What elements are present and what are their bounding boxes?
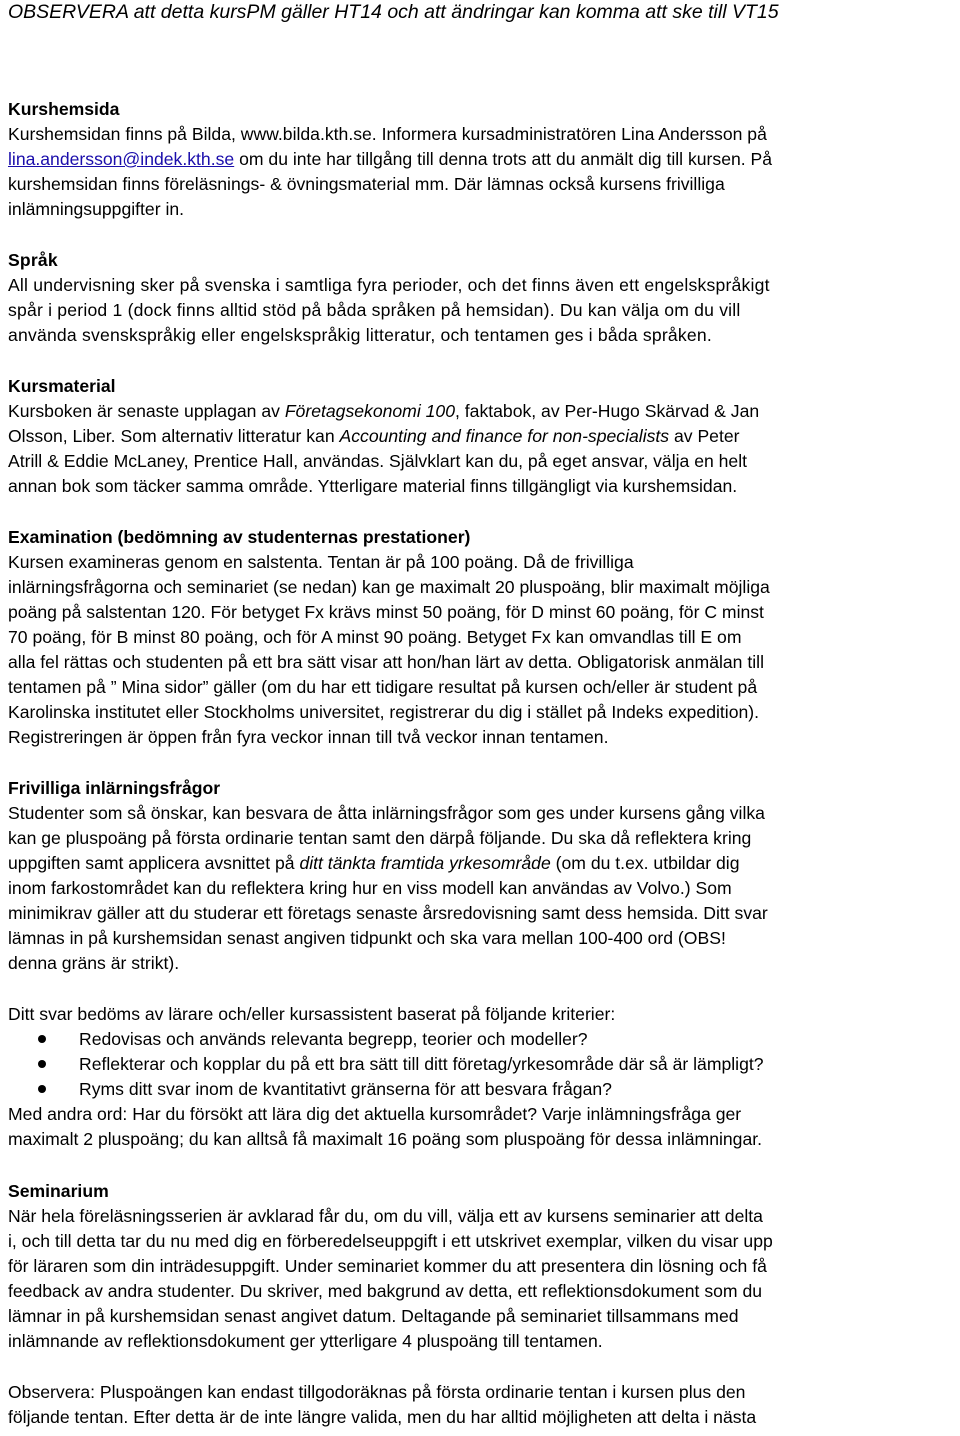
seminarium-line-6: inlämnande av reflektionsdokument ger ytterligare 4 pluspoäng till tentamen.: [8, 1331, 603, 1351]
frivilliga-line-3c: (om du t.ex. utbildar dig: [550, 853, 740, 873]
book-title-accounting: Accounting and finance for non-specialists: [339, 426, 670, 446]
kursmaterial-line-1a: Kursboken är senaste upplagan av: [8, 401, 285, 421]
frivilliga-line-2: kan ge pluspoäng på första ordinarie tentan samt den därpå följande. Du ska då reflektera kring: [8, 828, 752, 848]
heading-kursmaterial: Kursmaterial: [8, 376, 116, 396]
frivilliga-line-1: Studenter som så önskar, kan besvara de åtta inlärningsfrågor som ges under kursens gång vilka: [8, 803, 765, 823]
seminarium-line-1: När hela föreläsningsserien är avklarad får du, om du vill, välja ett av kursens seminarier att delta: [8, 1206, 763, 1226]
heading-frivilliga: Frivilliga inlärningsfrågor: [8, 778, 221, 798]
kursmaterial-line-4: annan bok som täcker samma område. Ytterligare material finns tillgängligt via kurshemsidan.: [8, 476, 738, 496]
seminarium-line-2: i, och till detta tar du nu med dig en förberedelseuppgift i ett utskrivet exemplar, vilken du visar upp: [8, 1231, 773, 1251]
examination-line-5: alla fel rättas och studenten på ett bra sätt visar att hon/han lärt av detta. Obligatorisk anmälan till: [8, 652, 764, 672]
observera-line-1: Observera: Pluspoängen kan endast tillgodoräknas på första ordinarie tentan i kursen plus den: [8, 1382, 746, 1402]
kriterier-bullet-3: Ryms ditt svar inom de kvantitativt gränserna för att besvara frågan?: [79, 1079, 612, 1099]
kursmaterial-line-2a: Olsson, Liber. Som alternativ litteratur kan: [8, 426, 340, 446]
email-link[interactable]: lina.andersson@indek.kth.se: [8, 149, 235, 169]
heading-seminarium: Seminarium: [8, 1181, 109, 1201]
heading-sprak: Språk: [8, 250, 58, 270]
examination-line-2: inlärningsfrågorna och seminariet (se nedan) kan ge maximalt 20 pluspoäng, blir maximalt möjliga: [8, 577, 770, 597]
notice-header: OBSERVERA att detta kursPM gäller HT14 och att ändringar kan komma att ske till VT15: [8, 1, 779, 23]
frivilliga-line-6: lämnas in på kurshemsidan senast angiven tidpunkt och ska vara mellan 100-400 ord (OBS!: [8, 928, 726, 948]
examination-line-6: tentamen på ” Mina sidor” gäller (om du har ett tidigare resultat på kursen och/eller är student på: [8, 677, 758, 697]
bullet-icon: [38, 1060, 46, 1068]
kurshemsida-line-2-text: om du inte har tillgång till denna trots att du anmält dig till kursen. På: [234, 149, 773, 169]
bullet-icon: [38, 1035, 46, 1043]
kriterier-intro: Ditt svar bedöms av lärare och/eller kursassistent baserat på följande kriterier:: [8, 1004, 616, 1024]
seminarium-line-4: feedback av andra studenter. Du skriver, med bakgrund av detta, ett reflektionsdokument som du: [8, 1281, 763, 1301]
kursmaterial-line-2c: av Peter: [669, 426, 740, 446]
frivilliga-line-4: inom farkostområdet kan du reflektera kring hur en viss modell kan användas av Volvo.) Som: [8, 878, 732, 898]
frivilliga-line-5: minimikrav gäller att du studerar ett företags senaste årsredovisning samt dess hemsida. Ditt svar: [8, 903, 768, 923]
kurshemsida-line-3: kurshemsidan finns föreläsnings- & övningsmaterial mm. Där lämnas också kursens frivilliga: [8, 174, 725, 194]
sprak-line-1: All undervisning sker på svenska i samtliga fyra perioder, och det finns även ett engelskspråkigt: [8, 275, 770, 295]
frivilliga-italic-phrase: ditt tänkta framtida yrkesområde: [299, 853, 551, 873]
observera-line-2: följande tentan. Efter detta är de inte längre valida, men du har alltid möjligheten att delta i nästa: [8, 1407, 757, 1427]
examination-line-3: poäng på salstentan 120. För betyget Fx krävs minst 50 poäng, för D minst 60 poäng, för C minst: [8, 602, 764, 622]
examination-line-8: Registreringen är öppen från fyra veckor innan till två veckor innan tentamen.: [8, 727, 609, 747]
kurshemsida-line-4: inlämningsuppgifter in.: [8, 199, 185, 219]
kursmaterial-line-3: Atrill & Eddie McLaney, Prentice Hall, användas. Självklart kan du, på eget ansvar, välja en helt: [8, 451, 748, 471]
seminarium-line-5: lämnar in på kurshemsidan senast angivet datum. Deltagande på seminariet tillsammans med: [8, 1306, 739, 1326]
kurshemsida-line-1: Kurshemsidan finns på Bilda, www.bilda.kth.se. Informera kursadministratören Lina Andersson på: [8, 124, 767, 144]
bullet-icon: [38, 1085, 46, 1093]
kriterier-after-2: maximalt 2 pluspoäng; du kan alltså få maximalt 16 poäng som pluspoäng för dessa inlämningar.: [8, 1129, 763, 1149]
kriterier-after-1: Med andra ord: Har du försökt att lära dig det aktuella kursområdet? Varje inlämningsfråga ger: [8, 1104, 742, 1124]
book-title-foretagsekonomi: Företagsekonomi 100: [284, 401, 455, 421]
heading-examination: Examination (bedömning av studenternas prestationer): [8, 527, 471, 547]
kriterier-bullet-1: Redovisas och används relevanta begrepp, teorier och modeller?: [79, 1029, 588, 1049]
frivilliga-line-3a: uppgiften samt applicera avsnittet på: [8, 853, 300, 873]
frivilliga-line-7: denna gräns är strikt).: [8, 953, 180, 973]
examination-line-4: 70 poäng, för B minst 80 poäng, och för A minst 90 poäng. Betyget Fx kan omvandlas till E om: [8, 627, 742, 647]
kursmaterial-line-2: [8, 424, 740, 449]
seminarium-line-3: för läraren som din inträdesuppgift. Under seminariet kommer du att presentera din lösning och få: [8, 1256, 767, 1276]
kursmaterial-line-1: [8, 399, 759, 424]
sprak-line-2: spår i period 1 (dock finns alltid stöd på båda språken på hemsidan). Du kan välja om du vill: [8, 300, 741, 320]
kurshemsida-line-2: [8, 147, 772, 172]
examination-line-1: Kursen examineras genom en salstenta. Tentan är på 100 poäng. Då de frivilliga: [8, 552, 634, 572]
heading-kurshemsida: Kurshemsida: [8, 99, 120, 119]
frivilliga-line-3: [8, 851, 740, 876]
kriterier-bullet-2: Reflekterar och kopplar du på ett bra sätt till ditt företag/yrkesområde där så är lämpligt?: [79, 1054, 764, 1074]
kursmaterial-line-1c: , faktabok, av Per-Hugo Skärvad & Jan: [455, 401, 760, 421]
sprak-line-3: använda svenskspråkig eller engelskspråkig litteratur, och tentamen ges i båda språken.: [8, 325, 712, 345]
examination-line-7: Karolinska institutet eller Stockholms universitet, registrerar du dig i stället på Indeks expedition).: [8, 702, 760, 722]
